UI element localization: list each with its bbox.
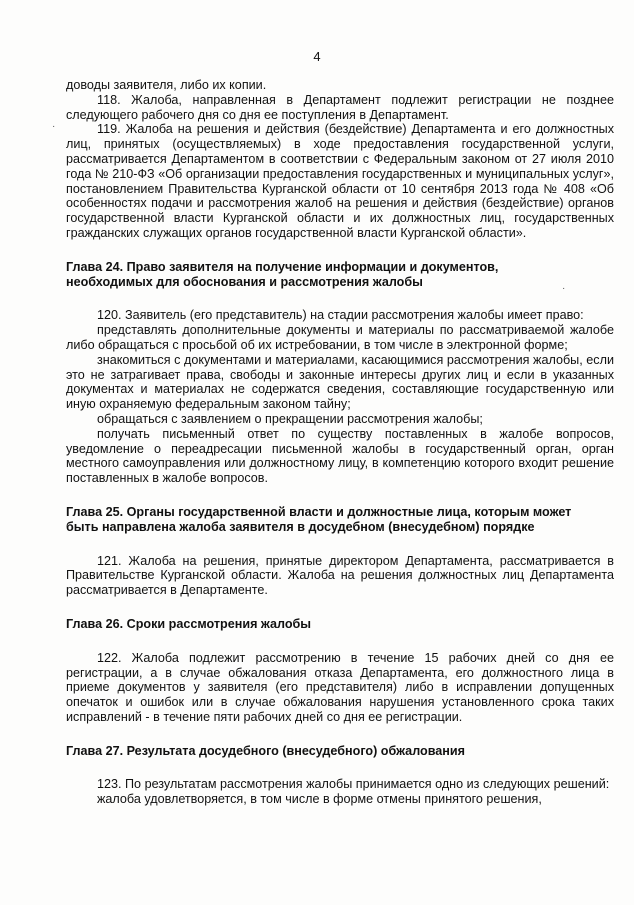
scan-speck: · bbox=[52, 121, 56, 132]
chapter-25-title-line1: Глава 25. Органы государственной власти и должностные лица, которым может bbox=[66, 504, 572, 519]
chapter-27-title: Глава 27. Результата досудебного (внесудебного) обжалования bbox=[66, 743, 465, 758]
document-body bbox=[66, 78, 614, 807]
list-item: знакомиться с документами и материалами, касающимися рассмотрения жалобы, если это не затрагивает права, свободы и законные интересы других лиц и если в указанных документах и материалах не содержатся сведения, составляющие государственную или иную охраняемую федеральным законом тайну; bbox=[66, 352, 614, 412]
paragraph-123: 123. По результатам рассмотрения жалобы принимается одно из следующих решений: bbox=[97, 777, 610, 792]
chapter-25-title-line2: быть направлена жалоба заявителя в досудебном (внесудебном) порядке bbox=[66, 519, 535, 534]
paragraph-122: 122. Жалоба подлежит рассмотрению в течение 15 рабочих дней со дня ее регистрации, а в случае обжалования отказа Департамента, его должностного лица в приеме документов у заявителя (его представителя) либо в исправлении допущенных опечаток и ошибок или в случае обжалования нарушения установленного срока таких исправлений - в течение пяти рабочих дней со дня ее регистрации. bbox=[66, 650, 614, 724]
chapter-24-title-line2: необходимых для обоснования и рассмотрения жалобы bbox=[66, 274, 423, 289]
chapter-24-heading bbox=[66, 260, 614, 290]
chapter-25-heading bbox=[66, 505, 614, 535]
scan-speck: · bbox=[562, 283, 566, 294]
chapter-26-title: Глава 26. Сроки рассмотрения жалобы bbox=[66, 616, 312, 631]
list-item: представлять дополнительные документы и материалы по рассматриваемой жалобе либо обращаться с просьбой об их истребовании, в том числе в электронной форме; bbox=[66, 323, 614, 352]
paragraph-119: 119. Жалоба на решения и действия (бездействие) Департамента и его должностных лиц, принятых (осуществляемых) в ходе предоставления государственной услуги, рассматривается Департаментом в соответствии с Федеральным законом от 27 июля 2010 года № 210-ФЗ «Об организации предоставления государственных и муниципальных услуг», постановлением Правительства Курганской области от 10 сентября 2013 года № 408 «Об особенностях подачи и рассмотрения жалоб на решения и действия (бездействие) органов государственной власти Курганской области и их должностных лиц, государственных гражданских служащих органов государственной власти Курганской области». bbox=[66, 122, 614, 240]
paragraph-continuation: доводы заявителя, либо их копии. bbox=[66, 78, 267, 92]
list-item: получать письменный ответ по существу поставленных в жалобе вопросов, уведомление о переадресации письменной жалобы в государственный орган, орган местного самоуправления или должностному лицу, в компетенцию которого входит решение поставленных в жалобе вопросов. bbox=[66, 426, 614, 486]
paragraph-120: 120. Заявитель (его представитель) на стадии рассмотрения жалобы имеет право: bbox=[97, 308, 584, 323]
page-number: 4 bbox=[313, 49, 321, 64]
paragraph-121: 121. Жалоба на решения, принятые директором Департамента, рассматривается в Правительстве Курганской области. Жалоба на решения должностных лиц Департамента рассматривается в Департаменте. bbox=[66, 553, 614, 598]
chapter-24-title-line1: Глава 24. Право заявителя на получение информации и документов, bbox=[66, 259, 499, 274]
list-item: обращаться с заявлением о прекращении рассмотрения жалобы; bbox=[97, 411, 483, 426]
paragraph-118: 118. Жалоба, направленная в Департамент подлежит регистрации не позднее следующего рабочего дня со дня ее поступления в Департамент. bbox=[66, 92, 614, 122]
list-item: жалоба удовлетворяется, в том числе в форме отмены принятого решения, bbox=[97, 792, 542, 807]
